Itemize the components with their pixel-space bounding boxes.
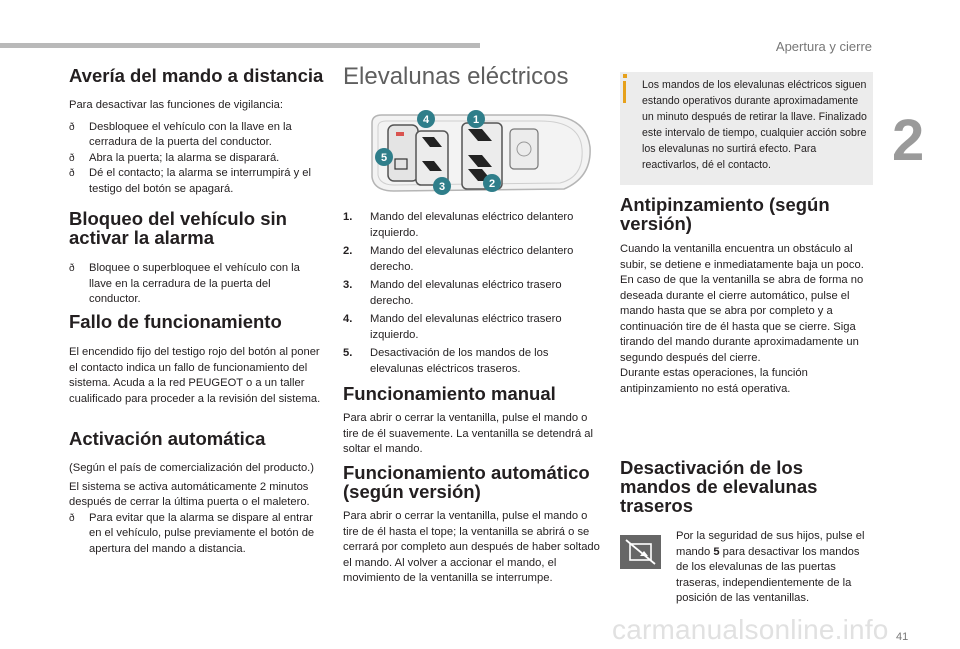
manual-operation-title: Funcionamiento manual	[343, 383, 556, 404]
item-text: Mando del elevalunas eléctrico delantero izquierdo.	[370, 211, 574, 239]
window-switch-diagram	[364, 107, 604, 199]
item-text: Desactivación de los mandos de los elevalunas eléctricos traseros.	[370, 347, 549, 375]
remote-fault-intro: Para desactivar las funciones de vigilancia:	[69, 99, 283, 111]
watermark: carmanualsonline.info	[612, 614, 889, 645]
auto-activation-note: (Según el país de comercialización del producto.)	[69, 462, 315, 474]
header-rule	[0, 43, 480, 48]
auto-operation-text: Para abrir o cerrar la ventanilla, pulse el mando o tire de él hasta el tope; la ventanilla se abrirá o se cerrará por completo aun después de haber soltado el mando. Al volver a accionar el mando, el movimiento de la ventanilla se interrumpe.	[343, 510, 600, 584]
chapter-number: 2	[892, 108, 925, 173]
manual-operation-section	[343, 384, 605, 458]
anti-pinch-section	[620, 195, 878, 397]
lock-without-alarm-list	[69, 261, 325, 308]
item-number: 3.	[343, 279, 353, 291]
list-item	[343, 210, 605, 241]
lock-without-alarm-section	[69, 209, 325, 308]
lock-without-alarm-title: Bloqueo del vehículo sin activar la alarma	[69, 208, 287, 248]
auto-activation-title: Activación automática	[69, 428, 266, 449]
manual-operation-text: Para abrir o cerrar la ventanilla, pulse el mando o tire de él suavemente. La ventanilla se detendrá al soltar el mando.	[343, 412, 594, 455]
list-item: ð Desbloquee el vehículo con la llave en la cerradura de la puerta del conductor.	[69, 120, 325, 151]
malfunction-section	[69, 312, 325, 407]
callout-2-label: 2	[488, 178, 496, 190]
list-item: ð Dé el contacto; la alarma se interrumpirá y el testigo del botón se apagará.	[69, 166, 325, 197]
rear-disable-section	[620, 458, 878, 515]
auto-activation-list	[69, 511, 325, 558]
anti-pinch-text: Cuando la ventanilla encuentra un obstáculo al subir, se detiene e inmediatamente baja un poco. En caso de que la ventanilla se abra de forma no deseada durante el cierre automático, pulse el mando hasta que se abra por completo y a continuación tire de él hasta que se cierre. Siga tirando del mando durante aproximadamente un segundo después del cierre.	[620, 243, 864, 364]
rear-disable-number: 5	[713, 545, 720, 558]
list-item: ð Bloquee o superbloquee el vehículo con la llave en la cerradura de la puerta del conductor.	[69, 261, 325, 308]
rear-disable-text-b: para desactivar los mandos de los elevalunas de las puertas traseras, independientemente de la posición de las ventanillas.	[676, 545, 860, 604]
item-number: 4.	[343, 313, 353, 325]
list-item	[343, 346, 605, 377]
legend-section	[343, 210, 605, 380]
info-icon-dot	[623, 74, 627, 78]
anti-pinch-text-2: Durante estas operaciones, la función antipinzamiento no está operativa.	[620, 367, 808, 395]
legend-list	[343, 210, 605, 377]
child-lock-icon	[620, 535, 661, 569]
item-text: Mando del elevalunas eléctrico delantero derecho.	[370, 245, 574, 273]
callout-4-label: 4	[422, 114, 430, 126]
list-item: ð Para evitar que la alarma se dispare al entrar en el vehículo, pulse previamente el botón de apertura del mando a distancia.	[69, 511, 325, 558]
anti-pinch-title: Antipinzamiento (según versión)	[620, 194, 830, 234]
list-item	[343, 312, 605, 343]
rear-disable-title: Desactivación de los mandos de elevalunas traseros	[620, 457, 818, 516]
info-box	[620, 72, 873, 185]
remote-fault-title: Avería del mando a distancia	[69, 65, 324, 86]
remote-fault-section	[69, 66, 325, 197]
auto-operation-section	[343, 463, 605, 587]
list-item	[343, 244, 605, 275]
power-windows-title: Elevalunas eléctricos	[343, 63, 569, 90]
auto-activation-section	[69, 429, 325, 557]
list-item: ð Abra la puerta; la alarma se disparará.	[69, 151, 325, 167]
info-text: Los mandos de los elevalunas eléctricos siguen estando operativos durante aproximadamente un minuto después de retirar la llave. Finalizado este intervalo de tiempo, cualquier acción sobre los elevalunas no surtirá efecto. Para reactivarlos, dé el contacto.	[642, 79, 867, 171]
rear-disable-text-a: Por la seguridad de sus hijos, pulse el mando	[676, 530, 865, 558]
remote-fault-list	[69, 120, 325, 198]
callout-1-label: 1	[472, 114, 480, 126]
item-text: Mando del elevalunas eléctrico trasero izquierdo.	[370, 313, 562, 341]
item-number: 5.	[343, 347, 353, 359]
item-number: 2.	[343, 245, 353, 257]
list-item	[343, 278, 605, 309]
power-windows-section	[343, 64, 605, 90]
auto-activation-text: El sistema se activa automáticamente 2 minutos después de cerrar la última puerta o el maletero.	[69, 480, 310, 508]
item-number: 1.	[343, 211, 353, 223]
section-title: Apertura y cierre	[775, 39, 872, 54]
callout-5-label: 5	[380, 152, 388, 164]
callout-3-label: 3	[438, 181, 446, 193]
rear-disable-text	[676, 529, 866, 607]
item-text: Mando del elevalunas eléctrico trasero derecho.	[370, 279, 562, 307]
info-icon	[623, 81, 626, 103]
page-number: 41	[896, 631, 909, 643]
malfunction-title: Fallo de funcionamiento	[69, 311, 282, 332]
auto-operation-title: Funcionamiento automático (según versión)	[343, 462, 590, 502]
malfunction-text: El encendido fijo del testigo rojo del botón al poner el contacto indica un fallo de funcionamiento del sistema. Acuda a la red PEUGEOT o a un taller cualificado para proceder a la revisión del sistema.	[69, 346, 321, 405]
